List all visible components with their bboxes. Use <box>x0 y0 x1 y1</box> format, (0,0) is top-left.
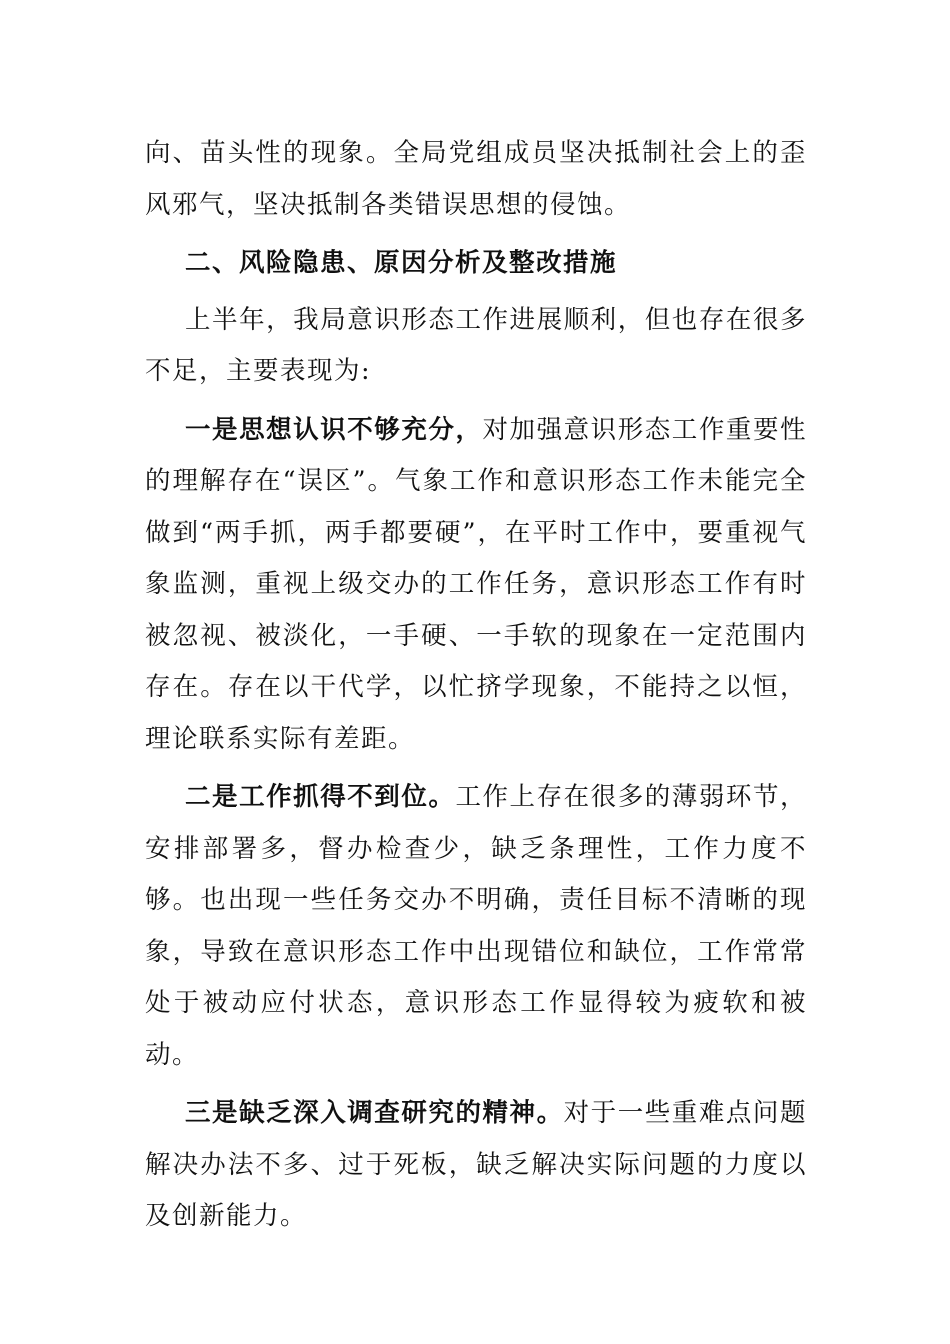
paragraph-item-1 <box>145 405 807 766</box>
document-body <box>145 128 807 1243</box>
paragraph-continuation: 向、苗头性的现象。全局党组成员坚决抵制社会上的歪风邪气，坚决抵制各类错误思想的侵蚀。 <box>145 138 807 220</box>
paragraph-item-3 <box>145 1088 807 1243</box>
item-3-body: 对于一些重难点问题解决办法不多、过于死板，缺乏解决实际问题的力度以及创新能力。 <box>145 1098 807 1231</box>
item-2-lead: 二是工作抓得不到位。 <box>185 782 456 812</box>
paragraph-intro: 上半年，我局意识形态工作进展顺利，但也存在很多不足，主要表现为: <box>145 304 807 386</box>
item-3-lead: 三是缺乏深入调查研究的精神。 <box>185 1098 564 1128</box>
item-1-lead: 一是思想认识不够充分， <box>185 414 483 445</box>
paragraph-item-2 <box>145 772 807 1081</box>
item-1-body: 对加强意识形态工作重要性的理解存在“误区”。气象工作和意识形态工作未能完全做到“两手抓，两手都要硬”，在平时工作中，要重视气象监测，重视上级交办的工作任务，意识形态工作有时被忽视、被淡化，一手硬、一手软的现象在一定范围内存在。存在以干代学，以忙挤学现象，不能持之以恒，理论联系实际有差距。 <box>145 414 807 754</box>
item-2-body: 工作上存在很多的薄弱环节，安排部署多，督办检查少，缺乏条理性，工作力度不够。也出现一些任务交办不明确，责任目标不清晰的现象，导致在意识形态工作中出现错位和缺位，工作常常处于被动应付状态，意识形态工作显得较为疲软和被动。 <box>145 782 807 1070</box>
section-heading: 二、风险隐患、原因分析及整改措施 <box>185 248 618 278</box>
